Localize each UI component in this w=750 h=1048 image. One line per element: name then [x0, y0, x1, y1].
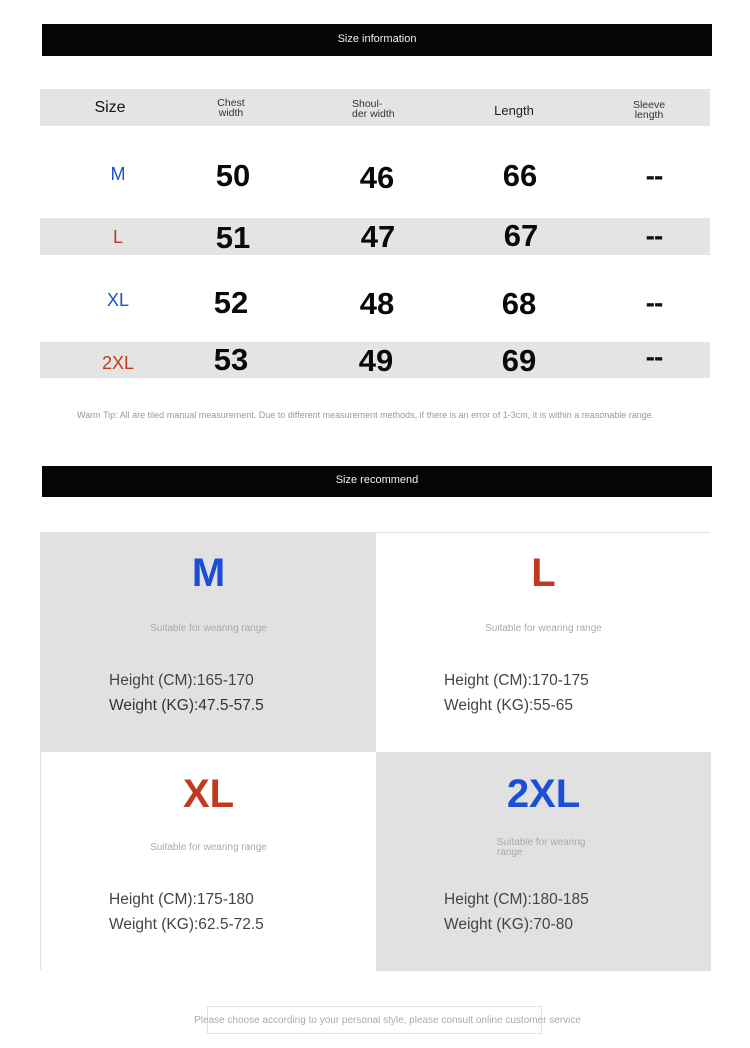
- header-chest-width: [205, 98, 257, 118]
- chest-value: 52: [213, 285, 249, 320]
- table-header-row: [40, 89, 710, 126]
- recommend-subtitle: Suitable for wearing range: [150, 623, 267, 634]
- recommend-subtitle-line1: Suitable for wearing: [497, 837, 586, 848]
- recommend-height: Height (CM):175-180: [109, 891, 254, 908]
- header-size: Size: [94, 99, 126, 116]
- header-shoulder-line2: der width: [352, 108, 395, 120]
- chest-value: 51: [215, 220, 251, 255]
- size-label: L: [112, 227, 123, 247]
- table-row: [40, 276, 710, 328]
- recommend-card-xl: [41, 752, 376, 971]
- header-shoulder-line1: Shoul-: [352, 98, 383, 110]
- recommend-size: XL: [182, 772, 235, 816]
- header-sleeve-length: [622, 100, 676, 120]
- footer-note: Please choose according to your personal style, please consult online customer service: [194, 1015, 581, 1026]
- recommend-subtitle: [497, 838, 585, 858]
- header-length: Length: [494, 103, 534, 118]
- recommend-size: 2XL: [506, 772, 581, 816]
- header-sleeve-line2: length: [634, 109, 664, 121]
- recommend-height: Height (CM):180-185: [444, 891, 589, 908]
- recommend-size: L: [531, 551, 556, 595]
- recommend-height: Height (CM):170-175: [444, 672, 589, 689]
- recommend-weight: Weight (KG):55-65: [444, 697, 573, 714]
- chest-value: 50: [215, 158, 251, 193]
- warm-tip: Warm Tip: All are tiled manual measurement. Due to different measurement methods, if there is an error of 1-3cm, it is within a reasonable range.: [77, 410, 655, 420]
- shoulder-value: 47: [360, 219, 396, 254]
- header-chest-line1: Chest: [217, 97, 245, 109]
- size-label: 2XL: [101, 353, 135, 373]
- shoulder-value: 48: [359, 286, 395, 321]
- recommend-card-m: [41, 533, 376, 752]
- recommend-subtitle-line2: range: [497, 847, 523, 858]
- table-row: [40, 342, 710, 378]
- length-value: 67: [503, 218, 539, 253]
- recommend-card-2xl: [376, 752, 711, 971]
- recommend-size: M: [191, 551, 226, 595]
- length-value: 69: [501, 343, 537, 378]
- length-value: 66: [502, 158, 538, 193]
- table-row: [40, 218, 710, 255]
- shoulder-value: 46: [359, 160, 395, 195]
- recommend-height: Height (CM):165-170: [109, 672, 254, 689]
- header-chest-line2: width: [218, 107, 244, 119]
- header-sleeve-line1: Sleeve: [632, 99, 666, 111]
- sleeve-value: --: [645, 287, 663, 318]
- recommend-weight: Weight (KG):47.5-57.5: [109, 697, 264, 714]
- recommend-weight: Weight (KG):62.5-72.5: [109, 916, 264, 933]
- recommend-card-l: [376, 533, 711, 752]
- size-label: XL: [106, 290, 130, 310]
- size-recommend-banner: Size recommend: [42, 466, 712, 497]
- shoulder-value: 49: [358, 343, 394, 378]
- table-row: [40, 150, 710, 202]
- sleeve-value: --: [645, 341, 663, 372]
- length-value: 68: [501, 286, 537, 321]
- header-shoulder-width: [352, 99, 406, 119]
- size-recommend-grid: [40, 532, 710, 970]
- size-information-banner: Size information: [42, 24, 712, 56]
- recommend-subtitle: Suitable for wearing range: [485, 623, 602, 634]
- sleeve-value: --: [645, 160, 663, 191]
- chest-value: 53: [213, 342, 249, 377]
- recommend-weight: Weight (KG):70-80: [444, 916, 573, 933]
- size-label: M: [110, 164, 126, 184]
- sleeve-value: --: [645, 220, 663, 251]
- recommend-subtitle: Suitable for wearing range: [150, 842, 267, 853]
